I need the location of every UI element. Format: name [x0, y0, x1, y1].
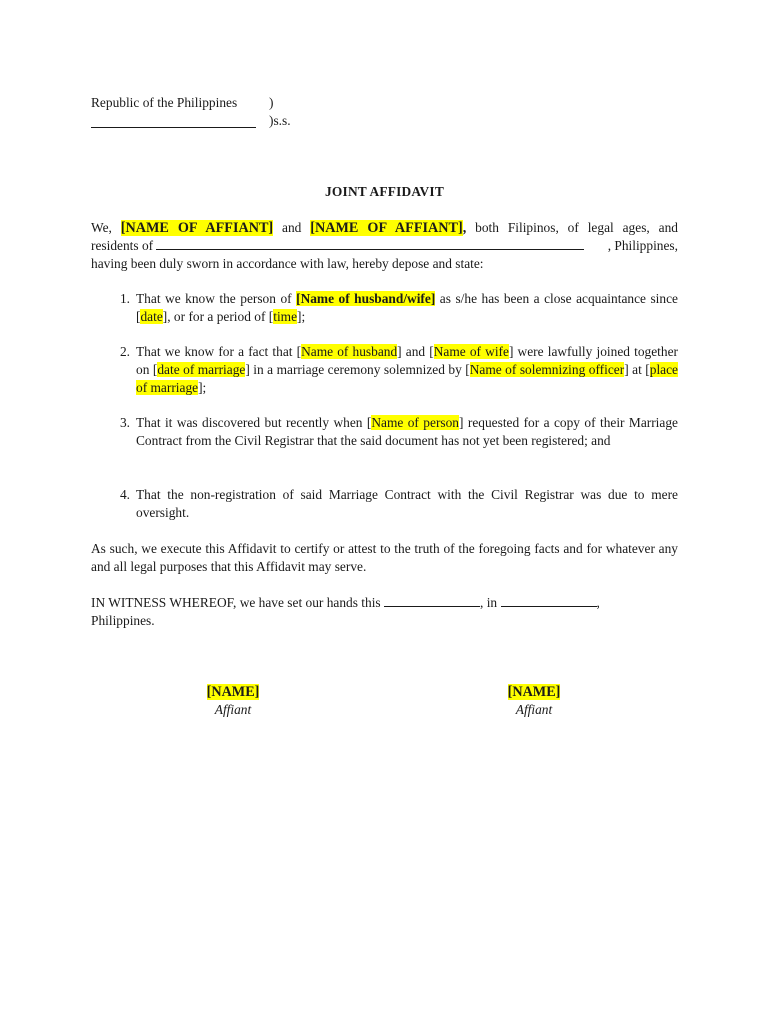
intro-rest: both Filipinos, of legal ages, and: [475, 220, 678, 235]
signature-role: Affiant: [515, 702, 553, 717]
item-text: That we know the person of: [136, 291, 292, 306]
item-text: ], or for a period of [: [162, 309, 274, 324]
item-text: ] were lawfully joined together on [: [136, 344, 678, 377]
item-number: 3.: [119, 415, 130, 430]
intro-philippines: , Philippines,: [607, 238, 678, 253]
item-number: 4.: [119, 487, 130, 502]
placeholder-time[interactable]: time: [273, 309, 298, 324]
venue-line-2: [91, 112, 351, 130]
witness-place-blank[interactable]: [501, 594, 597, 607]
signature-block-1: [173, 683, 293, 719]
intro-comma: ,: [462, 220, 467, 236]
affiant-name-1[interactable]: [NAME OF AFFIANT]: [120, 220, 274, 236]
item-text: ] and [: [397, 344, 434, 359]
intro-line-3: having been duly sworn in accordance with law, hereby depose and state:: [91, 256, 484, 271]
affiant-name-2[interactable]: [NAME OF AFFIANT]: [310, 220, 463, 236]
item-text: ] at [: [624, 362, 650, 377]
item-number: 1.: [119, 291, 130, 306]
venue-ss: )s.s.: [269, 113, 291, 128]
venue-line-1: [91, 94, 351, 112]
item-number: 2.: [119, 344, 130, 359]
placeholder-husband-wife[interactable]: [Name of husband/wife]: [296, 291, 436, 306]
signature-block-2: [474, 683, 594, 719]
closing-paragraph: As such, we execute this Affidavit to certify or attest to the truth of the foregoing facts and for whatever any and all legal purposes that this Affidavit may serve.: [91, 541, 678, 574]
witness-text: ,: [596, 595, 600, 610]
placeholder-name-of-person[interactable]: Name of person: [371, 415, 460, 430]
item-text: ];: [297, 309, 306, 324]
document-title: JOINT AFFIDAVIT: [325, 184, 444, 199]
venue-republic-text: Republic of the Philippines: [91, 95, 238, 110]
item-text: as s/he has been a close acquaintance since [: [136, 291, 678, 324]
placeholder-date-of-marriage[interactable]: date of marriage: [157, 362, 246, 377]
signature-name[interactable]: [NAME]: [507, 684, 561, 700]
signature-name[interactable]: [NAME]: [206, 684, 260, 700]
item-text: That it was discovered but recently when [: [136, 415, 372, 430]
item-text: That we know for a fact that [: [136, 344, 302, 359]
intro-we: We,: [91, 220, 112, 235]
witness-paragraph: [91, 594, 678, 630]
item-text: ] in a marriage ceremony solemnized by [: [245, 362, 470, 377]
intro-and: and: [282, 220, 302, 235]
placeholder-place-of-marriage[interactable]: place of marriage: [136, 362, 678, 395]
item-text: ] requested for a copy of their Marriage Contract from the Civil Registrar that the said document has not yet been registered; and: [136, 415, 678, 448]
placeholder-name-of-husband[interactable]: Name of husband: [301, 344, 398, 359]
venue-block: [91, 94, 351, 130]
placeholder-date[interactable]: date: [140, 309, 163, 324]
witness-date-blank[interactable]: [384, 594, 480, 607]
venue-paren: ): [269, 95, 274, 110]
witness-text: , in: [480, 595, 498, 610]
witness-philippines: Philippines.: [91, 613, 155, 628]
intro-residents: residents of: [91, 238, 154, 253]
witness-text: IN WITNESS WHEREOF, we have set our hands this: [91, 595, 381, 610]
venue-blank-line[interactable]: [91, 112, 256, 128]
item-text: That the non-registration of said Marriage Contract with the Civil Registrar was due to mere oversight.: [136, 487, 678, 520]
placeholder-name-of-wife[interactable]: Name of wife: [433, 344, 509, 359]
residence-blank[interactable]: [156, 237, 584, 250]
signature-role: Affiant: [214, 702, 252, 717]
intro-paragraph: [91, 219, 678, 273]
item-text: ];: [198, 380, 207, 395]
placeholder-solemnizing-officer[interactable]: Name of solemnizing officer: [469, 362, 625, 377]
